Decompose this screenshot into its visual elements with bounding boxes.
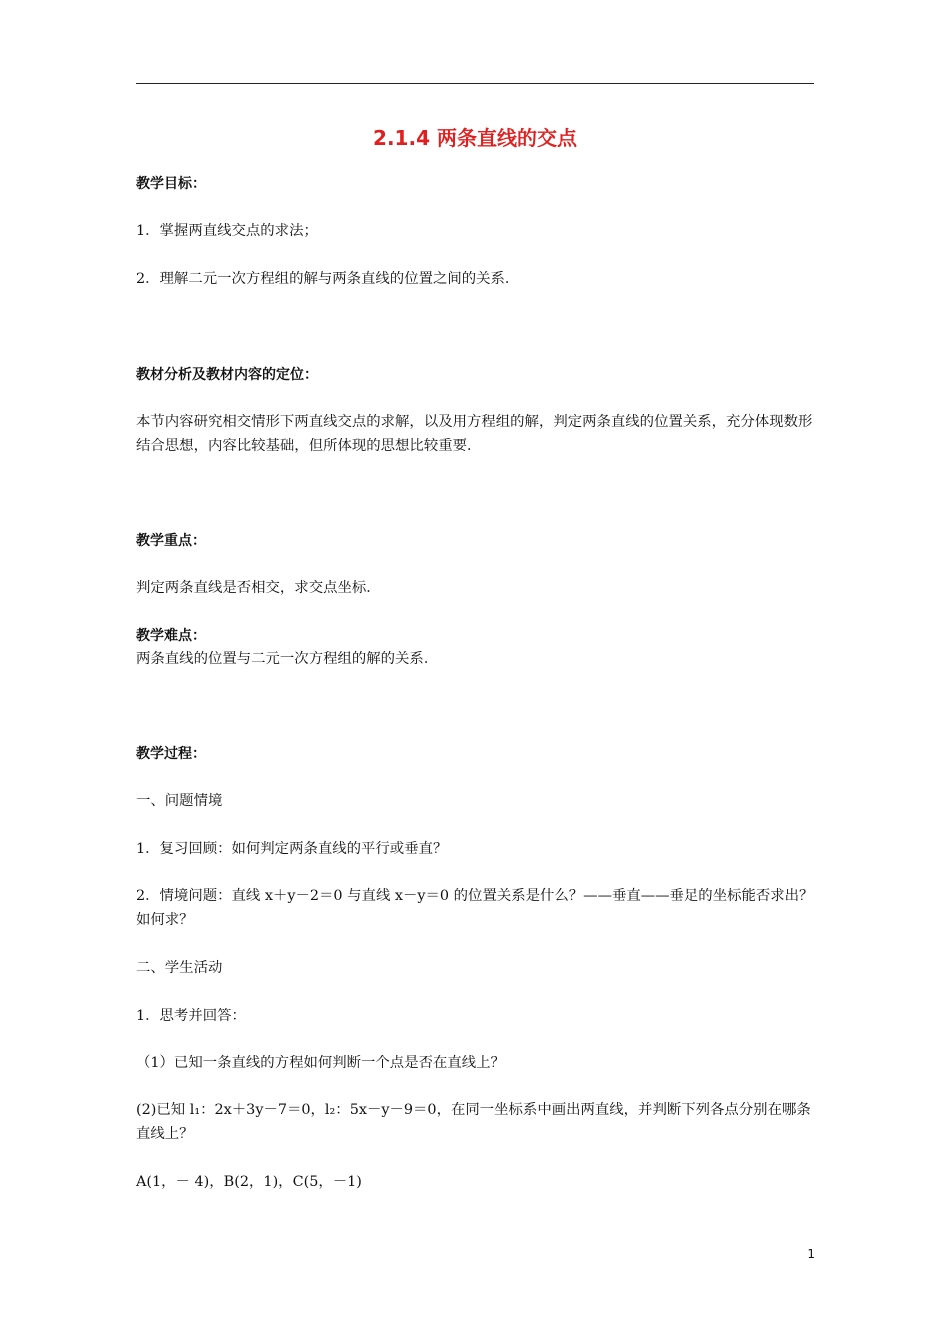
goal-1: 1．掌握两直线交点的求法； xyxy=(136,223,318,239)
key-heading: 教学重点： xyxy=(136,533,206,549)
question-2: (2)已知 l₁：2x＋3y－7＝0，l₂：5x－y－9＝0，在同一坐标系中画出两直线，并判断下列各点分别在哪条直线上？ xyxy=(136,1102,811,1142)
question-1: （1）已知一条直线的方程如何判断一个点是否在直线上？ xyxy=(136,1055,505,1071)
difficult-text: 两条直线的位置与二元一次方程组的解的关系． xyxy=(136,651,439,667)
analysis-heading: 教材分析及教材内容的定位： xyxy=(136,367,318,383)
goal-2: 2．理解二元一次方程组的解与两条直线的位置之间的关系． xyxy=(136,271,520,287)
header-rule xyxy=(136,83,814,84)
review-question: 1．复习回顾：如何判定两条直线的平行或垂直？ xyxy=(136,841,448,857)
section-problem: 一、问题情境 xyxy=(136,793,223,809)
difficult-heading: 教学难点： xyxy=(136,628,206,644)
process-heading: 教学过程： xyxy=(136,746,206,762)
page-title: 2.1.4 两条直线的交点 xyxy=(373,126,577,150)
think-prompt: 1．思考并回答： xyxy=(136,1008,246,1024)
goals-heading: 教学目标： xyxy=(136,176,206,192)
analysis-text: 本节内容研究相交情形下两直线交点的求解，以及用方程组的解，判定两条直线的位置关系，充分体现数形结合思想，内容比较基础，但所体现的思想比较重要． xyxy=(136,414,813,454)
situation-question: 2．情境问题：直线 x＋y－2＝0 与直线 x－y＝0 的位置关系是什么？——垂直——垂足的坐标能否求出？如何求？ xyxy=(136,888,814,928)
key-text: 判定两条直线是否相交，求交点坐标． xyxy=(136,580,381,596)
page-number: 1 xyxy=(807,1247,815,1261)
section-activity: 二、学生活动 xyxy=(136,960,223,976)
points-list: A(1，－ 4)，B(2，1)，C(5，－1) xyxy=(136,1174,362,1190)
